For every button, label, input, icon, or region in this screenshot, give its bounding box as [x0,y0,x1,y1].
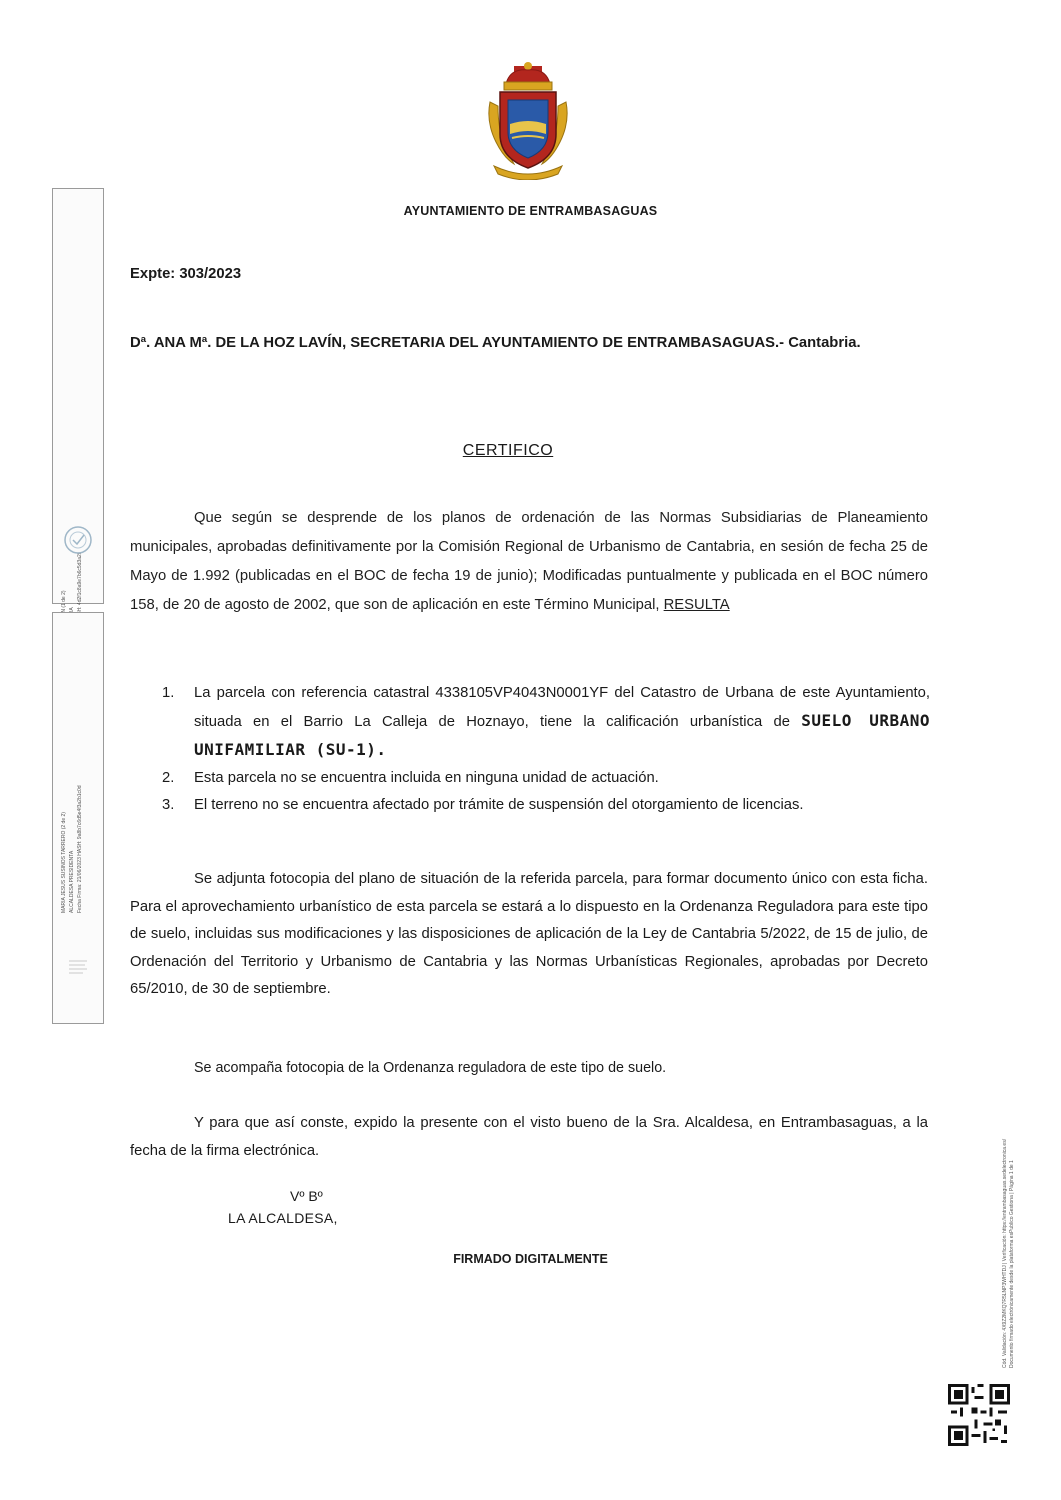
signature-line: ALCALDESA PRESIDENTA [69,850,75,913]
paragraph-ordinance: Se acompaña fotocopia de la Ordenanza reguladora de este tipo de suelo. [194,1060,667,1076]
coat-of-arms-icon [484,62,572,180]
paragraph-text: Y para que así conste, expido la presente con el visto bueno de la Sra. Alcaldesa, en Entrambasaguas, a la fecha de la firma electrónica. [130,1115,928,1159]
list-item [130,792,930,819]
paragraph-closing [130,1110,928,1165]
paragraph-text: Se adjunta fotocopia del plano de situación de la referida parcela, para formar documento único con esta ficha. Para el aprovechamiento urbanístico de esta parcela se estará a lo dispuesto en la Ordenanza Reguladora para este tipo de suelo, incluidas sus modificaciones y las disposiciones de aplicación de la Ley de Cantabria 5/2022, de 15 de julio, de Ordenación del Territorio y Urbanismo de Cantabria y las Normas Urbanísticas Regionales, aprobadas por Decreto 65/2010, de 30 de septiembre. [130,871,928,997]
approval-label: Vº Bº [290,1188,323,1204]
qr-code-icon [948,1384,1010,1446]
paragraph-planning-basis [130,504,928,620]
list-text: Esta parcela no se encuentra incluida en ninguna unidad de actuación. [194,770,659,786]
file-number: Expte: 303/2023 [130,266,242,282]
signature-panel-bottom [52,612,104,1024]
list-item [130,680,930,765]
mayor-label: LA ALCALDESA, [228,1210,338,1226]
signature-line: MARIA JESUS SUSINOS TARRERO (2 de 2) [61,812,67,913]
zoning-classification: SUELO URBANO UNIFAMILIAR (SU-1). [194,711,930,759]
document-heading: Dª. ANA Mª. DE LA HOZ LAVÍN, SECRETARIA DEL AYUNTAMIENTO DE ENTRAMBASAGUAS.- Cantabria. [130,335,861,351]
list-number: 2. [162,770,175,786]
list-number: 3. [162,797,175,813]
findings-list [130,680,930,819]
signature-line: Fecha Firma: 21/06/2023 HASH: 9a8b7c6d5e4f3a2b1c0d [77,785,83,913]
list-text: El terreno no se encuentra afectado por trámite de suspensión del otorgamiento de licencias. [194,797,804,813]
document-title: CERTIFICO [462,442,554,459]
validation-line: Cód. Validación: 4X9Z2MKQ7R5LNP3WHTDJ | Verificación: https://entrambasaguas.sedelectronica.es/ [1002,1138,1008,1368]
list-item [130,765,930,792]
digitally-signed-label: FIRMADO DIGITALMENTE [453,1252,608,1266]
seal-icon [63,525,93,555]
list-text: La parcela con referencia catastral 4338105VP4043N0001YF del Catastro de Urbana de este Ayuntamiento, situada en el Barrio La Calleja de Hoznayo, tiene la calificación urbanística de [194,685,930,730]
paragraph-attachment [130,866,928,1004]
organization-name: AYUNTAMIENTO DE ENTRAMBASAGUAS [403,204,658,218]
paragraph-text: Que según se desprende de los planos de ordenación de las Normas Subsidiarias de Planeamiento municipales, aprobadas definitivamente por la Comisión Regional de Urbanismo de Cantabria, en sesión de fecha 25 de Mayo de 1.992 (publicadas en el BOC de fecha 19 de junio); Modificadas puntualmente y publicada en el BOC número 158, de 20 de agosto de 2002, que son de aplicación en este Término Municipal, [130,510,928,613]
validation-line: Documento firmado electrónicamente desde la plataforma esPublico Gestiona | Página 1 de 1 [1009,1160,1015,1368]
signature-mark-icon [63,953,93,983]
signature-panel-top [52,188,104,604]
result-label: RESULTA [663,597,730,613]
list-number: 1. [162,685,175,701]
